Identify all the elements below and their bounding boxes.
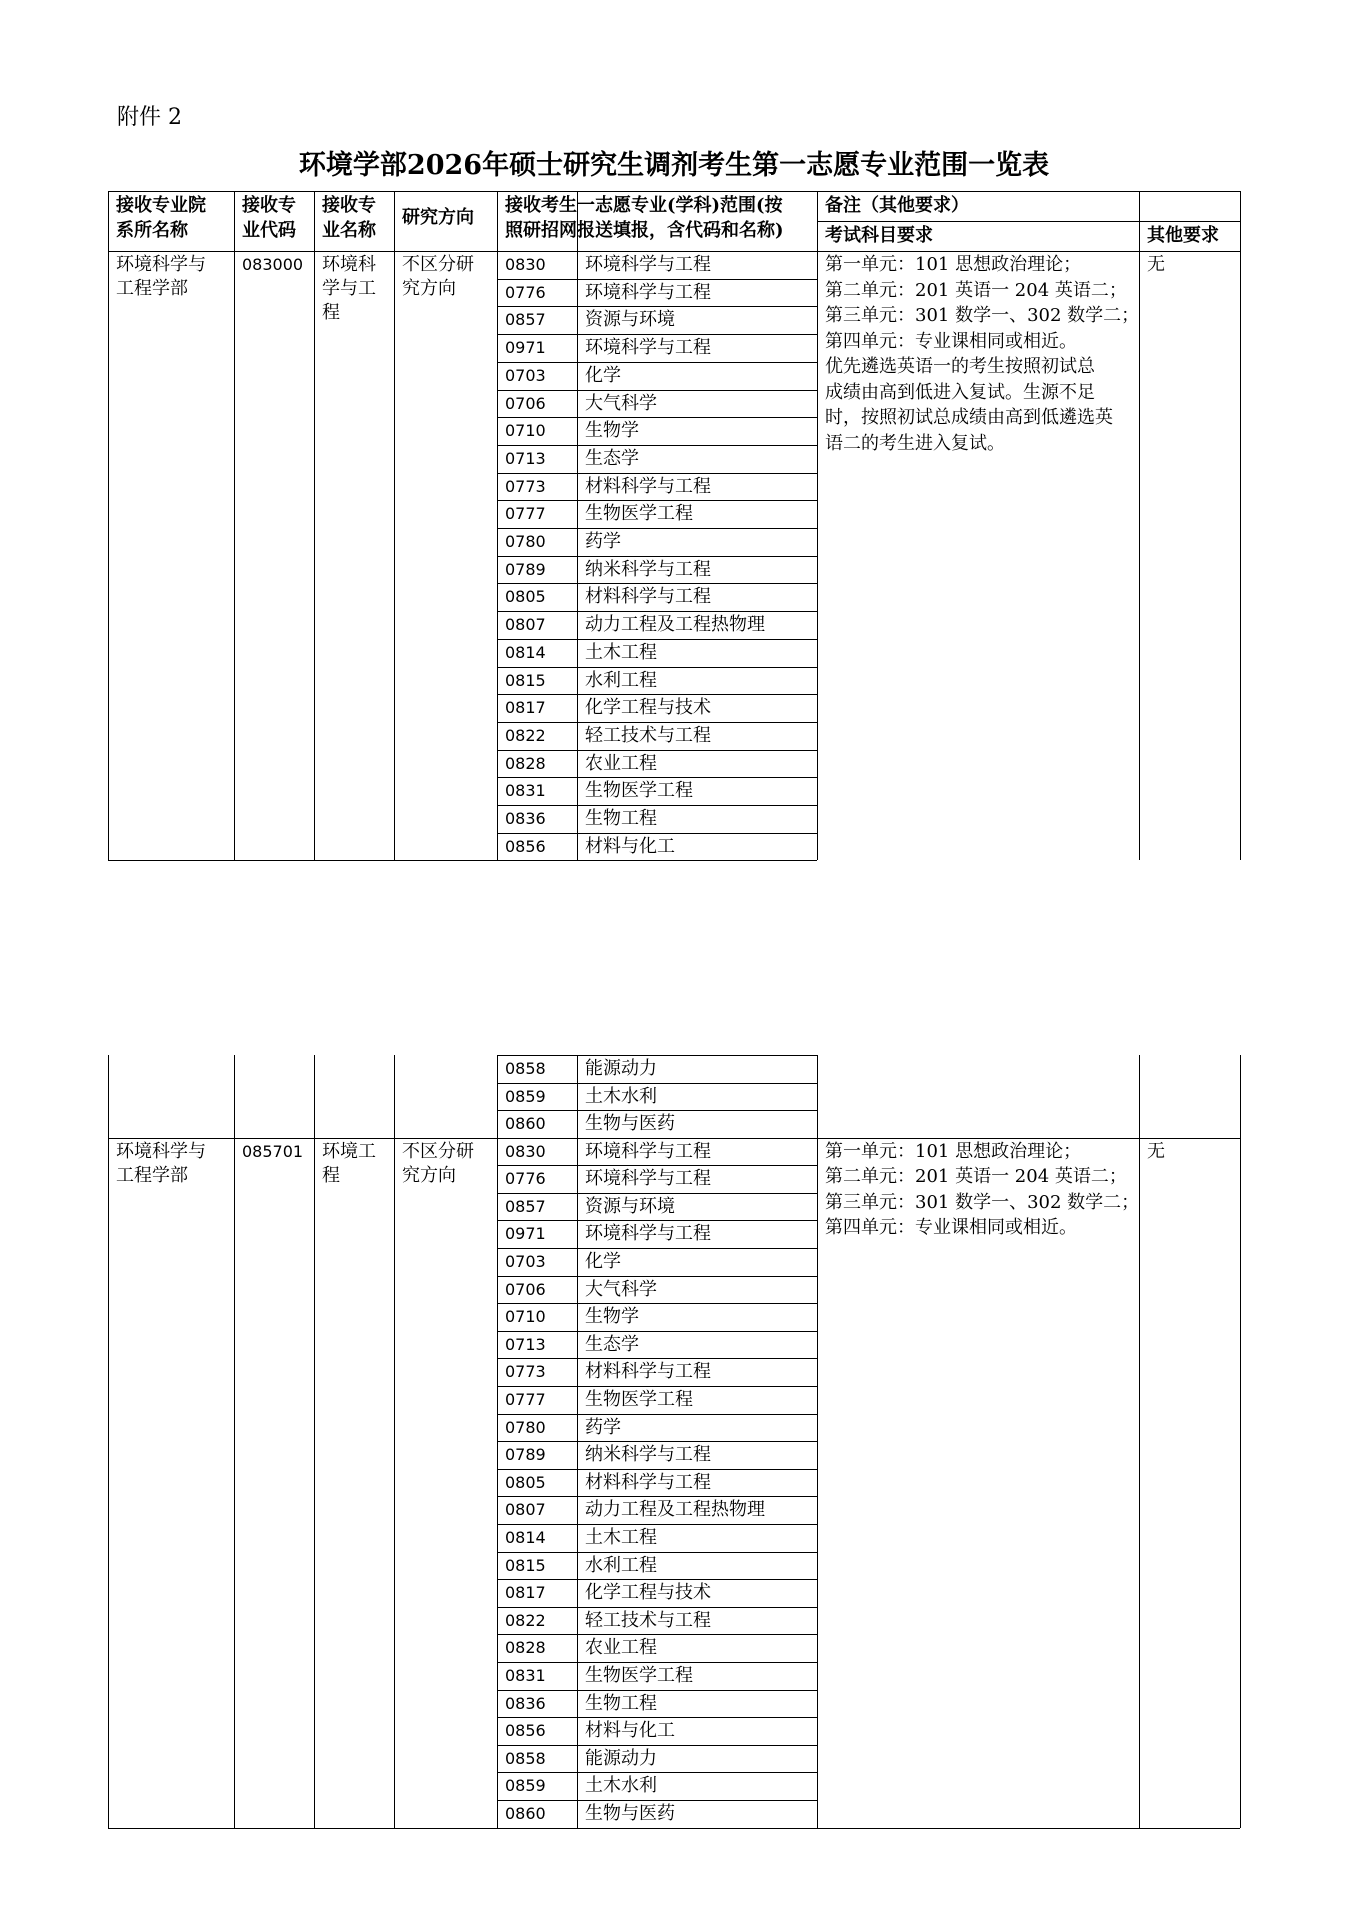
- major-row-rule: [497, 1579, 817, 1580]
- major-name: 化学: [585, 364, 621, 386]
- other-requirement: 无: [1147, 254, 1165, 275]
- major-code: 0831: [505, 781, 546, 801]
- program-name: 环境工: [322, 1140, 376, 1162]
- column-rule: [234, 1138, 235, 1828]
- major-name: 化学工程与技术: [585, 1582, 711, 1604]
- column-rule: [1240, 1055, 1241, 1138]
- major-name: 材料科学与工程: [585, 475, 711, 497]
- header-name: 接收专: [322, 195, 376, 216]
- major-row-rule: [497, 1524, 817, 1525]
- major-code: 0776: [505, 1169, 546, 1189]
- major-name: 生物医学工程: [585, 503, 693, 525]
- column-rule: [108, 191, 109, 860]
- major-code: 0773: [505, 1362, 546, 1382]
- column-rule: [817, 1055, 818, 1138]
- major-name: 纳米科学与工程: [585, 1444, 711, 1466]
- major-name: 生物工程: [585, 808, 657, 829]
- column-rule: [497, 1055, 498, 1138]
- major-row-rule: [497, 1496, 817, 1497]
- header-major-range: 照研招网报送填报，含代码和名称): [505, 220, 784, 241]
- major-code: 0830: [505, 1141, 546, 1161]
- major-row-rule: [497, 1303, 817, 1304]
- major-name: 水利工程: [585, 1554, 657, 1576]
- column-rule: [234, 1055, 235, 1138]
- major-code: 0703: [505, 365, 546, 385]
- major-row-rule: [497, 639, 817, 640]
- major-name: 化学: [585, 1250, 621, 1272]
- major-row-rule: [497, 1469, 817, 1470]
- major-code: 0776: [505, 282, 546, 302]
- table-bottom-rule: [108, 1828, 1240, 1829]
- major-row-rule: [497, 1083, 817, 1084]
- major-row-rule: [497, 583, 817, 584]
- major-code: 0805: [505, 1472, 546, 1492]
- major-row-rule: [497, 750, 817, 751]
- major-name: 生态学: [585, 447, 639, 469]
- major-name: 环境科学与工程: [585, 1223, 711, 1245]
- column-rule: [1240, 1138, 1241, 1828]
- major-code: 0822: [505, 1610, 546, 1630]
- research-direction: 究方向: [402, 278, 456, 299]
- column-rule: [817, 1138, 818, 1828]
- major-name: 土木水利: [585, 1775, 657, 1797]
- major-code: 0836: [505, 809, 546, 828]
- major-code: 0856: [505, 836, 546, 856]
- major-code: 0856: [505, 1721, 546, 1741]
- header-department: 系所名称: [116, 220, 188, 241]
- program-name: 环境科: [322, 254, 376, 275]
- program-name: 程: [322, 302, 340, 323]
- major-code: 0815: [505, 1555, 546, 1575]
- major-code: 0830: [505, 255, 546, 274]
- major-code: 0706: [505, 393, 546, 413]
- major-name: 生物工程: [585, 1692, 657, 1714]
- major-name: 药学: [585, 1416, 621, 1438]
- major-code: 0710: [505, 1307, 546, 1327]
- major-row-rule: [497, 1690, 817, 1691]
- program-bottom-rule: [108, 1138, 1240, 1139]
- major-name: 纳米科学与工程: [585, 558, 711, 580]
- major-name: 能源动力: [585, 1058, 657, 1079]
- major-row-rule: [497, 722, 817, 723]
- major-code: 0859: [505, 1776, 546, 1796]
- major-row-rule: [497, 1800, 817, 1801]
- major-row-rule: [497, 1552, 817, 1553]
- major-row-rule: [497, 390, 817, 391]
- major-name: 材料与化工: [585, 835, 675, 857]
- major-row-rule: [497, 860, 817, 861]
- major-code: 0828: [505, 753, 546, 773]
- major-code: 0710: [505, 421, 546, 441]
- column-rule: [577, 1055, 578, 1138]
- header-code: 接收专: [242, 195, 296, 216]
- exam-requirement-line: 第四单元：专业课相同或相近。: [825, 330, 1077, 352]
- exam-requirement-line: 第一单元：101 思想政治理论；: [825, 1140, 1082, 1162]
- major-name: 环境科学与工程: [585, 254, 711, 275]
- exam-requirement-line: 第三单元：301 数学一、302 数学二；: [825, 1191, 1140, 1213]
- column-rule: [108, 1055, 109, 1138]
- major-name: 资源与环境: [585, 1195, 675, 1217]
- research-direction: 不区分研: [402, 1140, 474, 1162]
- column-rule: [1139, 191, 1140, 860]
- major-name: 材料与化工: [585, 1720, 675, 1742]
- exam-requirement-line: 成绩由高到低进入复试。生源不足: [825, 381, 1095, 403]
- major-code: 0822: [505, 725, 546, 745]
- major-row-rule: [497, 417, 817, 418]
- major-row-rule: [497, 1745, 817, 1746]
- major-row-rule: [497, 1110, 817, 1111]
- column-rule: [1139, 1138, 1140, 1828]
- attachment-label: 附件 2: [117, 105, 182, 130]
- header-major-range: 接收考生一志愿专业(学科)范围(按: [505, 195, 783, 216]
- major-row-rule: [497, 1055, 817, 1056]
- major-row-rule: [497, 1193, 817, 1194]
- major-row-rule: [497, 1358, 817, 1359]
- department-name: 环境科学与: [116, 1140, 206, 1162]
- major-name: 轻工技术与工程: [585, 1609, 711, 1631]
- major-code: 0971: [505, 1224, 546, 1244]
- column-rule: [817, 191, 818, 860]
- major-row-rule: [497, 1662, 817, 1663]
- major-row-rule: [497, 334, 817, 335]
- major-row-rule: [497, 694, 817, 695]
- major-name: 大气科学: [585, 1278, 657, 1300]
- major-code: 0773: [505, 476, 546, 496]
- major-code: 0860: [505, 1803, 546, 1823]
- program-code: 083000: [242, 255, 304, 274]
- major-name: 材料科学与工程: [585, 1471, 711, 1493]
- major-code: 0713: [505, 1334, 546, 1354]
- column-rule: [497, 1138, 498, 1828]
- exam-requirement-line: 第四单元：专业课相同或相近。: [825, 1217, 1077, 1238]
- major-code: 0831: [505, 1665, 546, 1685]
- column-rule: [577, 191, 578, 860]
- header-code: 业代码: [242, 220, 296, 241]
- exam-requirement-line: 第一单元：101 思想政治理论；: [825, 254, 1082, 275]
- major-name: 资源与环境: [585, 309, 675, 331]
- exam-requirement-line: 时，按照初试总成绩由高到低遴选英: [825, 407, 1113, 428]
- exam-requirement-line: 第三单元：301 数学一、302 数学二；: [825, 305, 1140, 326]
- major-code: 0777: [505, 504, 546, 524]
- header-name: 业名称: [322, 220, 376, 241]
- major-row-rule: [497, 1634, 817, 1635]
- major-row-rule: [497, 445, 817, 446]
- major-name: 环境科学与工程: [585, 1140, 711, 1162]
- major-name: 药学: [585, 531, 621, 552]
- major-name: 土木工程: [585, 641, 657, 663]
- other-requirement: 无: [1147, 1140, 1165, 1162]
- major-code: 0828: [505, 1638, 546, 1658]
- major-code: 0815: [505, 670, 546, 690]
- major-row-rule: [497, 362, 817, 363]
- major-code: 0859: [505, 1086, 546, 1106]
- major-code: 0780: [505, 532, 546, 551]
- major-row-rule: [497, 1414, 817, 1415]
- column-rule: [1139, 1055, 1140, 1138]
- major-row-rule: [497, 1276, 817, 1277]
- major-row-rule: [497, 556, 817, 557]
- major-name: 动力工程及工程热物理: [585, 614, 765, 636]
- header-department: 接收专业院: [116, 195, 206, 216]
- department-name: 工程学部: [116, 278, 188, 299]
- column-rule: [394, 191, 395, 860]
- exam-requirement-line: 第二单元：201 英语一 204 英语二；: [825, 279, 1127, 301]
- column-rule: [314, 1138, 315, 1828]
- major-code: 0817: [505, 698, 546, 718]
- major-row-rule: [497, 306, 817, 307]
- major-row-rule: [497, 528, 817, 529]
- major-code: 0814: [505, 642, 546, 662]
- major-row-rule: [497, 667, 817, 668]
- major-name: 水利工程: [585, 669, 657, 691]
- major-row-rule: [497, 777, 817, 778]
- major-name: 环境科学与工程: [585, 1168, 711, 1190]
- major-code: 0857: [505, 310, 546, 330]
- major-row-rule: [497, 1331, 817, 1332]
- major-code: 0706: [505, 1279, 546, 1299]
- major-name: 生物医学工程: [585, 1664, 693, 1686]
- column-rule: [394, 1055, 395, 1138]
- header-remarks: 备注（其他要求）: [825, 195, 969, 216]
- column-rule: [234, 191, 235, 860]
- major-name: 农业工程: [585, 752, 657, 774]
- column-rule: [108, 1138, 109, 1828]
- major-code: 0713: [505, 448, 546, 468]
- major-code: 0836: [505, 1693, 546, 1713]
- major-name: 生物医学工程: [585, 1388, 693, 1410]
- major-name: 环境科学与工程: [585, 337, 711, 359]
- major-code: 0789: [505, 559, 546, 579]
- major-code: 0817: [505, 1583, 546, 1603]
- major-code: 0857: [505, 1196, 546, 1216]
- exam-requirement-line: 第二单元：201 英语一 204 英语二；: [825, 1166, 1127, 1187]
- column-rule: [817, 191, 818, 221]
- major-name: 生物与医药: [585, 1802, 675, 1824]
- program-code: 085701: [242, 1141, 304, 1161]
- column-rule: [1240, 191, 1241, 860]
- column-rule: [394, 1138, 395, 1828]
- research-direction: 不区分研: [402, 254, 474, 275]
- major-row-rule: [497, 473, 817, 474]
- major-name: 生物医学工程: [585, 780, 693, 802]
- major-name: 生态学: [585, 1333, 639, 1355]
- department-name: 环境科学与: [116, 254, 206, 275]
- column-rule: [577, 1138, 578, 1828]
- research-direction: 究方向: [402, 1164, 456, 1186]
- major-code: 0814: [505, 1527, 546, 1547]
- major-row-rule: [497, 1717, 817, 1718]
- major-name: 能源动力: [585, 1747, 657, 1769]
- header-mid-rule: [817, 221, 1240, 222]
- major-row-rule: [497, 1165, 817, 1166]
- header-bottom-rule: [108, 251, 1240, 252]
- major-name: 土木工程: [585, 1526, 657, 1548]
- major-code: 0777: [505, 1389, 546, 1409]
- column-rule: [497, 191, 498, 860]
- major-name: 生物学: [585, 420, 639, 442]
- major-row-rule: [497, 1220, 817, 1221]
- major-code: 0780: [505, 1417, 546, 1437]
- major-name: 动力工程及工程热物理: [585, 1499, 765, 1521]
- major-code: 0703: [505, 1251, 546, 1271]
- major-code: 0789: [505, 1445, 546, 1465]
- major-row-rule: [497, 279, 817, 280]
- major-code: 0971: [505, 338, 546, 358]
- major-row-rule: [497, 1607, 817, 1608]
- major-code: 0860: [505, 1114, 546, 1133]
- department-name: 工程学部: [116, 1164, 188, 1186]
- program-name: 程: [322, 1164, 340, 1186]
- major-row-rule: [497, 1248, 817, 1249]
- header-other-requirements: 其他要求: [1147, 225, 1219, 246]
- major-row-rule: [497, 611, 817, 612]
- major-row-rule: [497, 1772, 817, 1773]
- major-name: 农业工程: [585, 1637, 657, 1659]
- major-name: 土木水利: [585, 1085, 657, 1107]
- document-title: 环境学部2026年硕士研究生调剂考生第一志愿专业范围一览表: [298, 150, 1050, 181]
- major-name: 轻工技术与工程: [585, 724, 711, 746]
- major-name: 材料科学与工程: [585, 586, 711, 608]
- program-name: 学与工: [322, 278, 376, 299]
- major-code: 0807: [505, 615, 546, 635]
- column-rule: [314, 191, 315, 860]
- major-row-rule: [497, 1386, 817, 1387]
- exam-requirement-line: 优先遴选英语一的考生按照初试总: [825, 356, 1095, 377]
- major-name: 生物与医药: [585, 1113, 675, 1134]
- major-row-rule: [497, 500, 817, 501]
- major-code: 0858: [505, 1748, 546, 1768]
- major-name: 环境科学与工程: [585, 281, 711, 303]
- major-name: 生物学: [585, 1306, 639, 1328]
- exam-requirement-line: 语二的考生进入复试。: [825, 432, 1005, 454]
- major-code: 0805: [505, 587, 546, 607]
- major-row-rule: [497, 1441, 817, 1442]
- major-code: 0858: [505, 1059, 546, 1078]
- major-name: 化学工程与技术: [585, 697, 711, 719]
- major-row-rule: [497, 833, 817, 834]
- header-exam-subjects: 考试科目要求: [825, 225, 933, 246]
- program-bottom-rule: [108, 860, 497, 861]
- column-rule: [314, 1055, 315, 1138]
- major-name: 材料科学与工程: [585, 1361, 711, 1383]
- major-code: 0807: [505, 1500, 546, 1520]
- major-row-rule: [497, 805, 817, 806]
- header-direction: 研究方向: [402, 207, 474, 228]
- major-name: 大气科学: [585, 392, 657, 414]
- header-top-rule: [108, 191, 1240, 192]
